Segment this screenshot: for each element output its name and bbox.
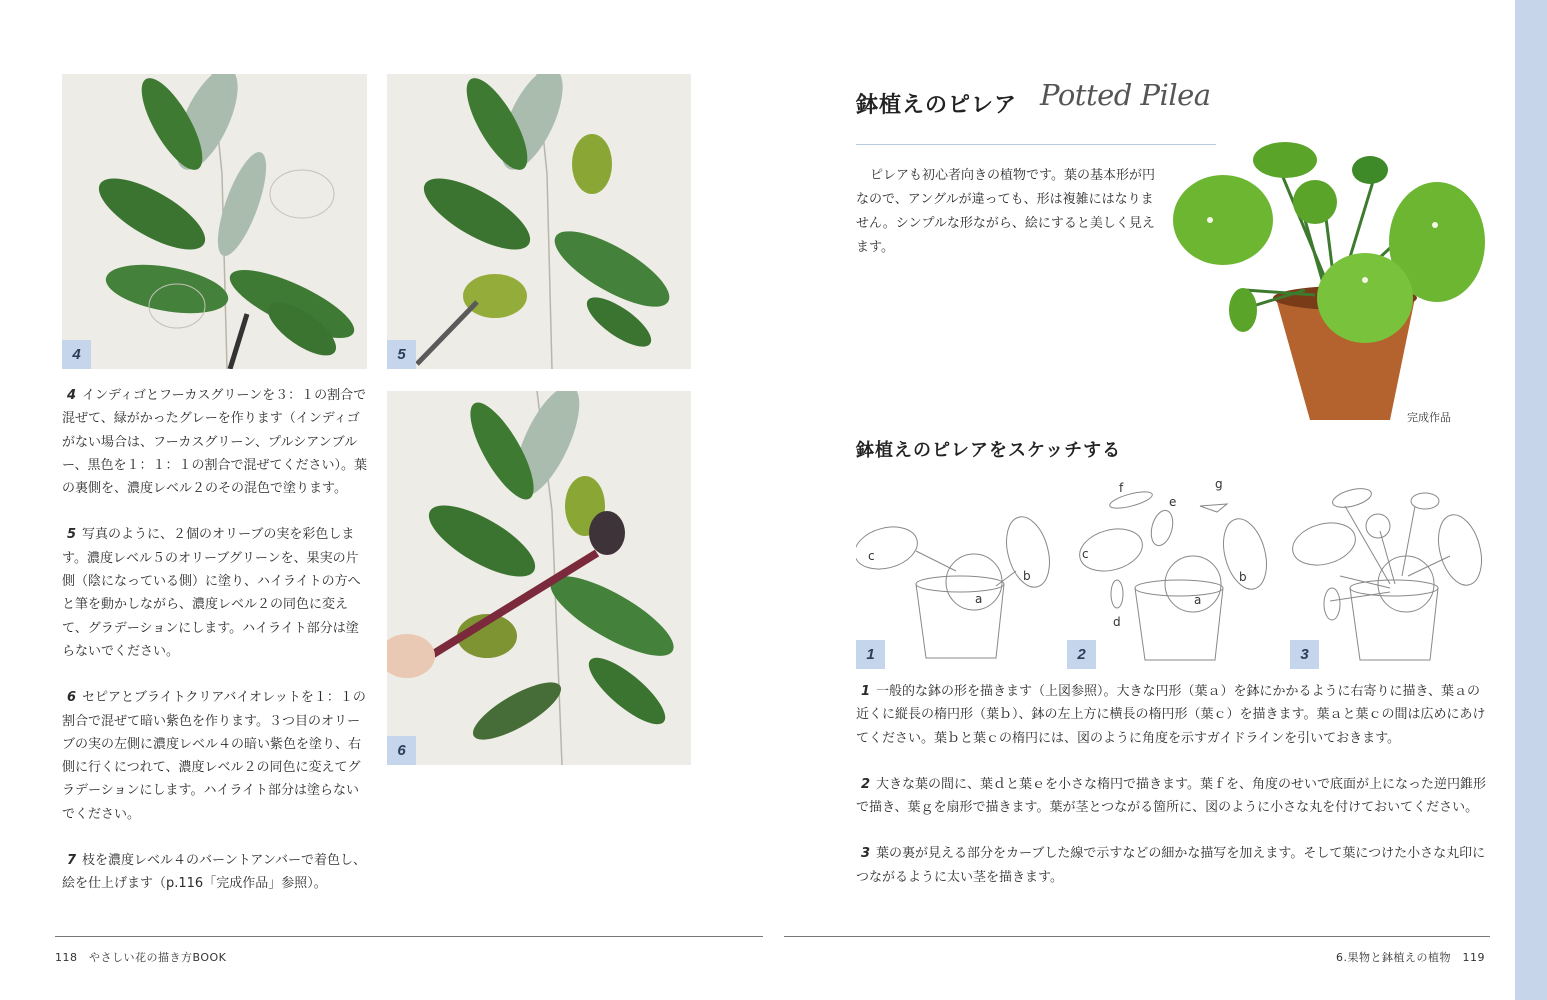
step-text: セピアとブライトクリアバイオレットを１：１の割合で混ぜて暗い紫色を作ります。３つ目のオリーブの実の左側に濃度レベル４の暗い紫色を塗り、右側に行くにつれて、濃度レベル２の同色に変えてグラデーションにします。ハイライト部分は塗らないでください。 <box>62 690 366 822</box>
sketch-step-3 <box>1290 476 1495 670</box>
step-number: 6 <box>67 690 77 706</box>
pencil-sketch <box>1290 476 1495 670</box>
olive-branch-illustration <box>387 391 691 765</box>
olive-branch-illustration <box>62 74 367 369</box>
sketch-label: a <box>1194 593 1202 607</box>
step-number: 3 <box>861 846 871 862</box>
instruction-paragraph <box>856 773 1488 820</box>
sketch-label: d <box>1113 615 1121 629</box>
photo-step-badge: 5 <box>387 340 416 369</box>
step-number: 2 <box>861 776 871 792</box>
step-number: 5 <box>67 527 77 543</box>
left-instructions <box>62 384 367 919</box>
step-number: 7 <box>67 853 77 869</box>
step-photo-4 <box>62 74 367 369</box>
step-text: 一般的な鉢の形を描きます（上図参照）。大きな円形（葉ａ）を鉢にかかるように右寄りに描き、葉ａの近くに縦長の楕円形（葉ｂ）、鉢の左上方に横長の楕円形（葉ｃ）を描きます。葉ａと葉ｃの間は広めにあけてください。葉ｂと葉ｃの楕円には、図のように角度を示すガイドラインを引いておきます。 <box>856 684 1486 746</box>
step-text: 大きな葉の間に、葉ｄと葉ｅを小さな楕円で描きます。葉ｆを、角度のせいで底面が上になった逆円錐形で描き、葉ｇを扇形で描きます。葉が茎とつながる箇所に、図のように小さな丸を付けておいてください。 <box>856 776 1487 816</box>
finished-pilea-illustration <box>1165 130 1495 430</box>
step-text: 枝を濃度レベル４のバーントアンバーで着色し、絵を仕上げます（p.116「完成作品」参照）。 <box>62 853 366 892</box>
section-heading: 鉢植えのピレアをスケッチする <box>856 440 1122 461</box>
pencil-sketch <box>856 476 1061 670</box>
instruction-paragraph <box>62 686 367 826</box>
title-english: Potted Pilea <box>1040 78 1211 112</box>
page-edge-tab <box>1515 0 1547 1000</box>
step-number: 4 <box>67 388 77 403</box>
step-photo-5 <box>387 74 691 369</box>
instruction-paragraph <box>62 384 367 500</box>
step-text: インディゴとフーカスグリーンを３：１の割合で混ぜて、緑がかったグレーを作ります（インディゴがない場合は、フーカスグリーン、プルシアンブルー、黒色を１：１：１の割合で混ぜてください）。葉の裏側を、濃度レベル２のその混色で塗ります。 <box>62 388 367 497</box>
instruction-paragraph <box>62 849 367 896</box>
photo-step-badge: 4 <box>62 340 91 369</box>
pencil-sketch <box>1067 476 1272 670</box>
sketch-label: c <box>1082 547 1089 561</box>
sketch-label: b <box>1239 570 1247 584</box>
sketch-label: a <box>975 592 983 606</box>
sketch-step-badge: 2 <box>1067 640 1096 669</box>
figure-caption: 完成作品 <box>1407 411 1451 424</box>
instruction-paragraph <box>856 842 1488 889</box>
sketch-label: f <box>1119 481 1124 495</box>
footer-rule-left <box>55 936 763 937</box>
step-photo-6 <box>387 391 691 765</box>
page-footer-left: 118 やさしい花の描き方BOOK <box>55 951 227 964</box>
step-text: 写真のように、２個のオリーブの実を彩色します。濃度レベル５のオリーブグリーンを、果実の片側（陰になっている側）に塗り、ハイライトの方へと筆を動かしながら、濃度レベル２の同色に変えて、グラデーションにします。ハイライト部分は塗らないでください。 <box>62 527 361 659</box>
page-title <box>856 78 1216 145</box>
sketch-step-badge: 3 <box>1290 640 1319 669</box>
footer-rule-right <box>784 936 1490 937</box>
sketch-step-badge: 1 <box>856 640 885 669</box>
step-text: 葉の裏が見える部分をカーブした線で示すなどの細かな描写を加えます。そして葉につけた小さな丸印につながるように太い茎を描きます。 <box>856 846 1486 885</box>
sketch-step-1 <box>856 476 1061 670</box>
title-japanese: 鉢植えのピレア <box>856 93 1018 118</box>
sketch-label: e <box>1169 495 1177 509</box>
sketch-label: g <box>1215 477 1223 491</box>
intro-paragraph: ピレアも初心者向きの植物です。葉の基本形が円なので、アングルが違っても、形は複雑にはなりません。シンプルな形ながら、絵にすると美しく見えます。 <box>856 168 1155 255</box>
page-footer-right: 6.果物と鉢植えの植物 119 <box>1336 951 1485 964</box>
instruction-paragraph <box>62 523 367 663</box>
step-number: 1 <box>861 684 871 699</box>
olive-branch-illustration <box>387 74 691 369</box>
sketch-step-2 <box>1067 476 1272 670</box>
sketch-label: b <box>1023 569 1031 583</box>
photo-step-badge: 6 <box>387 736 416 765</box>
instruction-paragraph <box>856 680 1488 750</box>
sketch-label: c <box>868 549 875 563</box>
right-instructions <box>856 680 1488 912</box>
